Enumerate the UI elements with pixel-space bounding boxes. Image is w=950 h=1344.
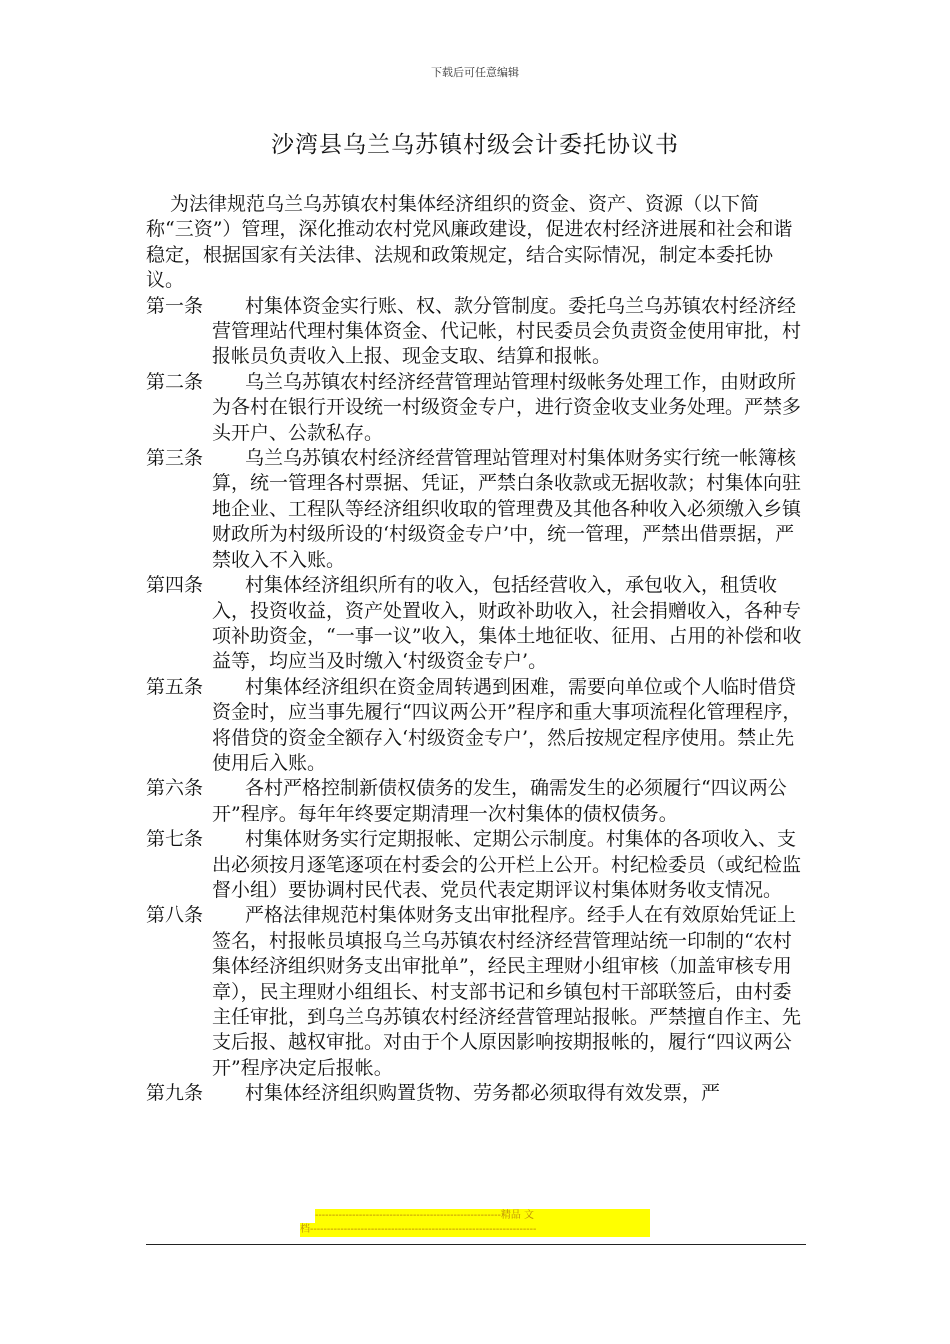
document-title: 沙湾县乌兰乌苏镇村级会计委托协议书 xyxy=(271,132,679,158)
article-5 xyxy=(146,675,806,777)
article-text: 村集体资金实行账、权、款分管制度。委托乌兰乌苏镇农村经济经营管理站代理村集体资金、代记帐，村民委员会负责资金使用审批，村报帐员负责收入上报、现金支取、结算和报帐。 xyxy=(212,294,802,368)
article-label: 第六条 xyxy=(146,777,204,800)
article-9 xyxy=(146,1081,806,1106)
article-text: 村集体经济组织购置货物、劳务都必须取得有效发票，严 xyxy=(245,1082,721,1105)
article-text: 村集体经济组织所有的收入，包括经营收入，承包收入，租赁收入，投资收益，资产处置收入，财政补助收入，社会捐赠收入，各种专项补助资金，“一事一议”收入，集体土地征收、征用、占用的补偿和收益等，均应当及时缴入‘村级资金专户’。 xyxy=(212,574,802,673)
article-text: 村集体经济组织在资金周转遇到困难，需要向单位或个人临时借贷资金时，应当事先履行“四议两公开”程序和重大事项流程化管理程序，将借贷的资金全额存入‘村级资金专户’，然后按规定程序使用。禁止先使用后入账。 xyxy=(212,675,802,774)
header-note: 下载后可任意编辑 xyxy=(431,66,519,79)
article-label: 第三条 xyxy=(146,447,204,470)
article-label: 第八条 xyxy=(146,904,204,927)
article-label: 第七条 xyxy=(146,828,204,851)
preamble-paragraph: 为法律规范乌兰乌苏镇农村集体经济组织的资金、资产、资源（以下简称“三资”）管理，深化推动农村党风廉政建设，促进农村经济进展和社会和谐稳定，根据国家有关法律、法规和政策规定，结合实际情况，制定本委托协议。 xyxy=(146,193,793,292)
article-2 xyxy=(146,370,806,446)
article-label: 第四条 xyxy=(146,574,204,597)
article-label: 第五条 xyxy=(146,675,204,698)
article-label: 第二条 xyxy=(146,370,204,393)
article-text: 乌兰乌苏镇农村经济经营管理站管理村级帐务处理工作，由财政所为各村在银行开设统一村级资金专户，进行资金收支业务处理。严禁多头开户、公款私存。 xyxy=(212,370,802,444)
article-1 xyxy=(146,294,806,370)
article-text: 村集体财务实行定期报帐、定期公示制度。村集体的各项收入、支出必须按月逐笔逐项在村委会的公开栏上公开。村纪检委员（或纪检监督小组）要协调村民代表、党员代表定期评议村集体财务收支情况。 xyxy=(212,828,802,901)
article-text: 严格法律规范村集体财务支出审批程序。经手人在有效原始凭证上签名，村报帐员填报乌兰乌苏镇农村经济经营管理站统一印制的“农村集体经济组织财务支出审批单”，经民主理财小组审核（加盖审核专用章），民主理财小组组长、村支部书记和乡镇包村干部联签后，由村委主任审批，到乌兰乌苏镇农村经济经营管理站报帐。严禁擅自作主、先支后报、越权审批。对由于个人原因影响按期报帐的，履行“四议两公开”程序决定后报帐。 xyxy=(212,904,802,1079)
article-3 xyxy=(146,446,806,573)
article-text: 各村严格控制新债权债务的发生，确需发生的必须履行“四议两公开”程序。每年年终要定期清理一次村集体的债权债务。 xyxy=(212,777,787,825)
bottom-divider xyxy=(146,1244,806,1245)
article-label: 第一条 xyxy=(146,294,204,317)
footer-watermark xyxy=(300,1209,650,1237)
article-label: 第九条 xyxy=(146,1082,204,1105)
document-body xyxy=(146,192,806,1107)
article-4 xyxy=(146,573,806,675)
article-7 xyxy=(146,827,806,903)
article-8 xyxy=(146,903,806,1081)
article-text: 乌兰乌苏镇农村经济经营管理站管理对村集体财务实行统一帐簿核算，统一管理各村票据、凭证，严禁白条收款或无据收款；村集体向驻地企业、工程队等经济组织收取的管理费及其他各种收入必须缴入乡镇财政所为村级所设的‘村级资金专户’中，统一管理，严禁出借票据，严禁收入不入账。 xyxy=(212,447,802,571)
footer-line-2: 档------------------------------------------------------------------- xyxy=(300,1223,650,1237)
footer-line-1: -------------------------------------------------------精品 文 xyxy=(315,1209,650,1223)
article-6 xyxy=(146,776,806,827)
